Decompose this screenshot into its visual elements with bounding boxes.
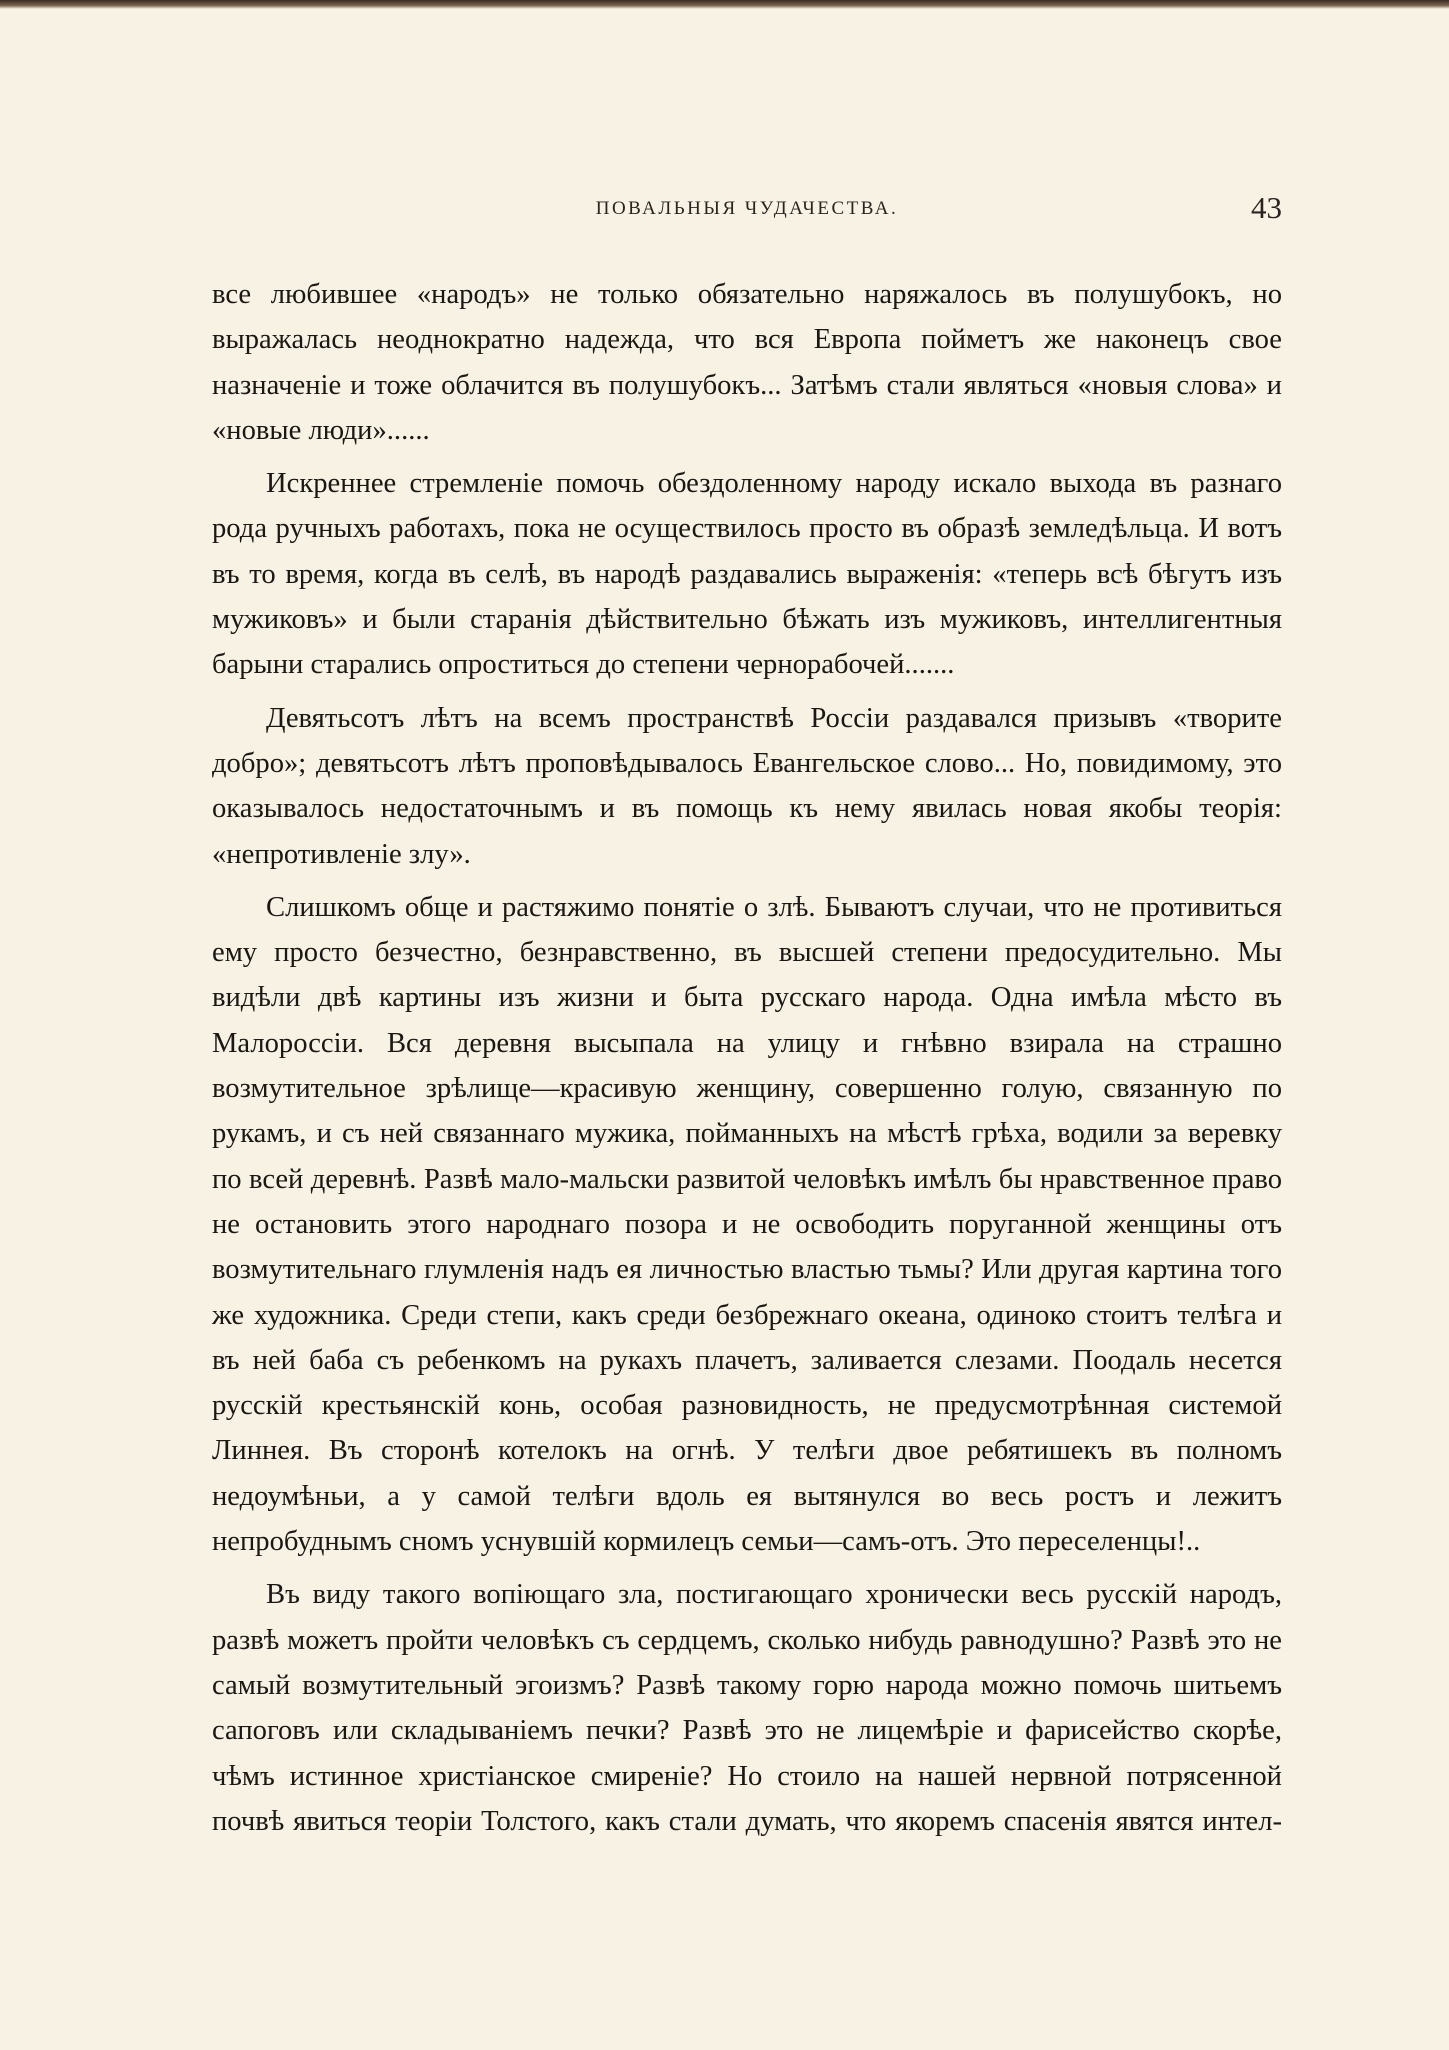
body-text xyxy=(212,272,1282,1844)
running-title: ПОВАЛЬНЫЯ ЧУДАЧЕСТВА. xyxy=(595,198,899,219)
running-head xyxy=(212,190,1282,238)
paragraph-continued: все любившее «народъ» не только обязательно наряжалось въ полушубокъ, но выражалась неоднократно надежда, что вся Европа пойметъ же наконецъ свое назначенiе и тоже облачится въ полушубокъ... Затѣмъ стали являться «новыя слова» и «новые люди»...... xyxy=(212,279,1282,446)
book-page xyxy=(212,190,1282,1844)
page-number: 43 xyxy=(1251,190,1282,225)
page-top-edge xyxy=(0,0,1449,9)
paragraph: Слишкомъ обще и растяжимо понятiе о злѣ. Бываютъ случаи, что не противиться ему просто безчестно, безнравственно, въ высшей степени предосудительно. Мы видѣли двѣ картины изъ жизни и быта русскаго народа. Одна имѣла мѣсто въ Малороссiи. Вся деревня высыпала на улицу и гнѣвно взирала на страшно возмутительное зрѣлище—красивую женщину, совершенно голую, связанную по рукамъ, и съ ней связаннаго мужика, пойманныхъ на мѣстѣ грѣха, водили за веревку по всей деревнѣ. Развѣ мало-мальски развитой человѣкъ имѣлъ бы нравственное право не остановить этого народнаго позора и не освободить поруганной женщины отъ возмутительнаго глумленiя надъ ея личностью властью тьмы? Или другая картина того же художника. Среди степи, какъ среди безбрежнаго океана, одиноко стоитъ телѣга и въ ней баба съ ребенкомъ на рукахъ плачетъ, заливается слезами. Поодаль несется русскiй крестьянскiй конь, особая разновидность, не предусмотрѣнная системой Линнея. Въ сторонѣ котелокъ на огнѣ. У телѣги двое ребятишекъ въ полномъ недоумѣньи, а у самой телѣги вдоль ея вытянулся во весь ростъ и лежитъ непробуднымъ сномъ уснувшiй кормилецъ семьи—самъ-отъ. Это переселенцы!.. xyxy=(212,891,1282,1558)
paragraph-continuing: Въ виду такого вопiющаго зла, постигающаго хронически весь русскiй народъ, развѣ можетъ пройти человѣкъ съ сердцемъ, сколько нибудь равнодушно? Развѣ это не самый возмутительный эгоизмъ? Развѣ такому горю народа можно помочь шитьемъ сапоговъ или складыванiемъ печки? Развѣ это не лицемѣрiе и фарисейство скорѣе, чѣмъ истинное христiанское смиренiе? Но стоило на нашей нервной потрясенной почвѣ явиться теорiи Толстого, какъ стали думать, что якоремъ спасенiя явятся интел- xyxy=(212,1579,1282,1837)
paragraph: Искреннее стремленiе помочь обездоленному народу искало выхода въ разнаго рода ручныхъ работахъ, пока не осуществилось просто въ образѣ земледѣльца. И вотъ въ то время, когда въ селѣ, въ народѣ раздавались выраженiя: «теперь всѣ бѣгутъ изъ мужиковъ» и были старанiя дѣйствительно бѣжать изъ мужиковъ, интеллигентныя барыни старались опроститься до степени чернорабочей....... xyxy=(212,468,1282,681)
paragraph: Девятьсотъ лѣтъ на всемъ пространствѣ Россiи раздавался призывъ «творите добро»; девятьсотъ лѣтъ проповѣдывалось Евангельское слово... Но, повидимому, это оказывалось недостаточнымъ и въ помощь къ нему явилась новая якобы теорiя: «непротивленiе злу». xyxy=(212,702,1282,870)
